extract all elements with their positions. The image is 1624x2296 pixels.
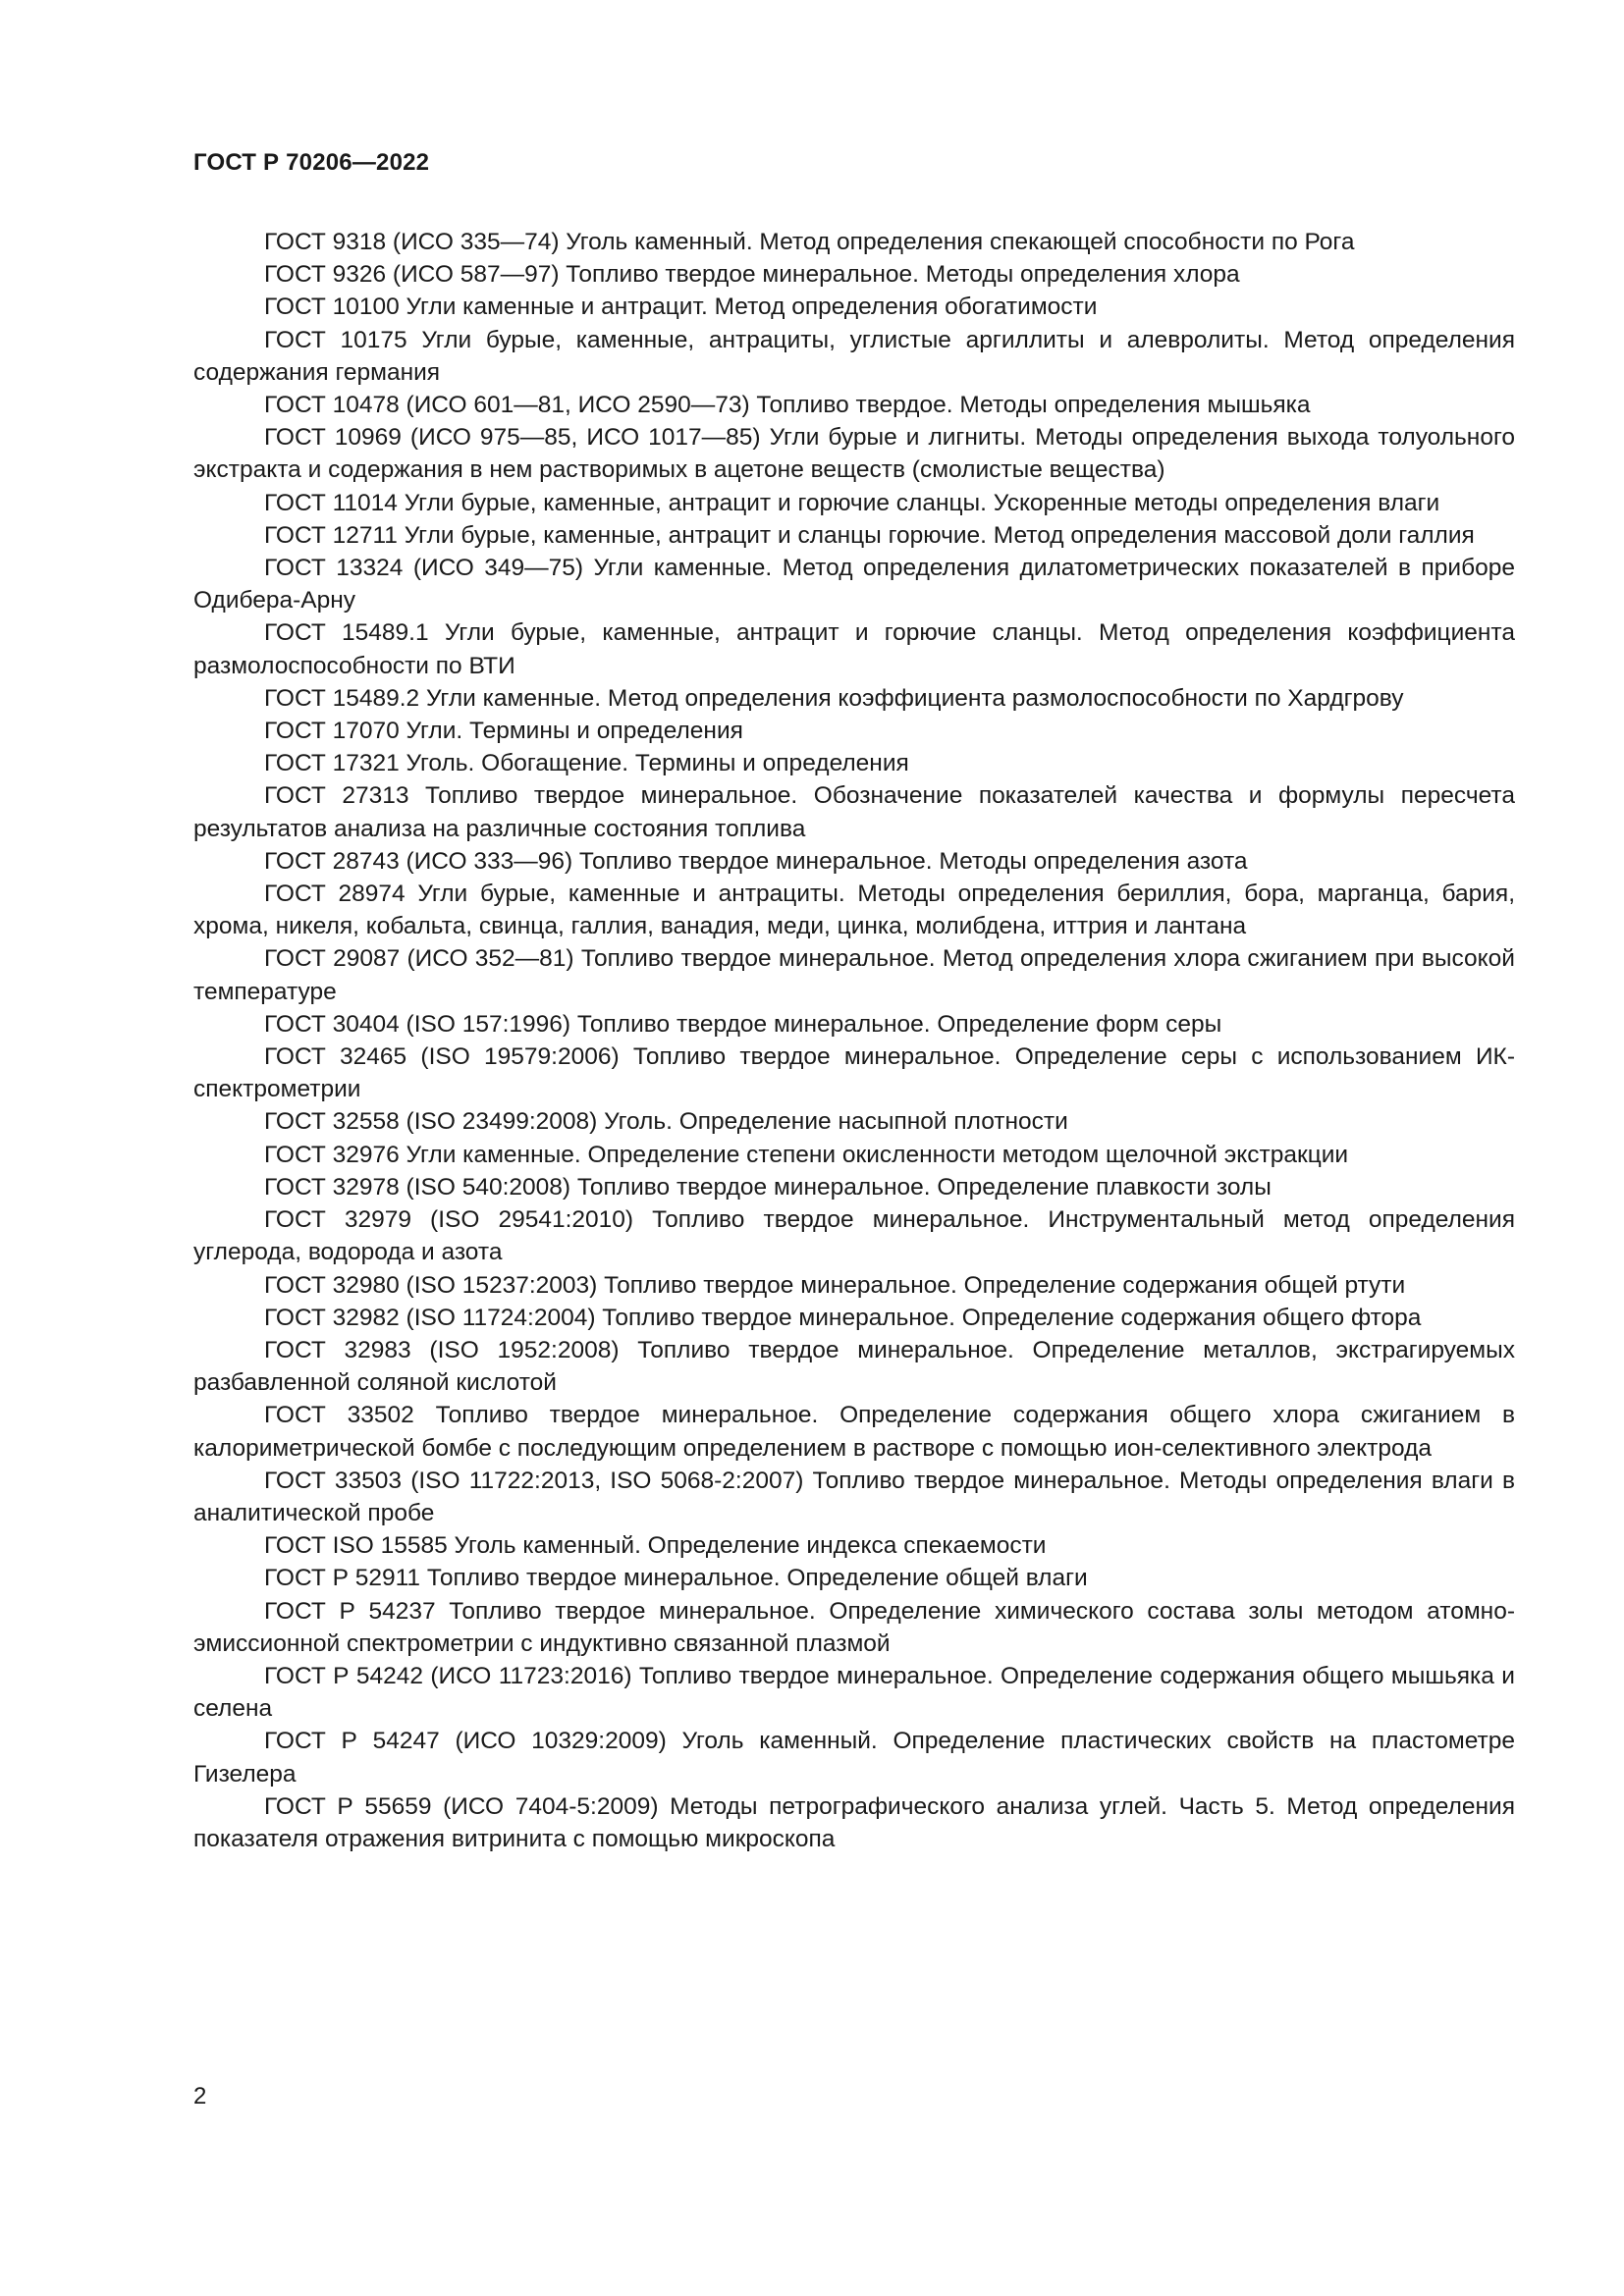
reference-item: ГОСТ 32558 (ISO 23499:2008) Уголь. Определение насыпной плотности	[264, 1108, 1068, 1136]
reference-item: ГОСТ 12711 Угли бурые, каменные, антрацит и сланцы горючие. Метод определения массовой доли галлия	[264, 521, 1475, 549]
reference-item: ГОСТ 10175 Угли бурые, каменные, антрациты, углистые аргиллиты и алевролиты. Метод определения содержания германия	[193, 326, 1515, 386]
reference-item: ГОСТ 17321 Уголь. Обогащение. Термины и определения	[264, 750, 909, 777]
normative-references-list	[193, 226, 1515, 1855]
reference-item: ГОСТ 32982 (ISO 11724:2004) Топливо твердое минеральное. Определение содержания общего фтора	[264, 1304, 1422, 1331]
reference-item: ГОСТ Р 55659 (ИСО 7404-5:2009) Методы петрографического анализа углей. Часть 5. Метод определения показателя отражения витринита с помощью микроскопа	[193, 1792, 1515, 1852]
reference-item: ГОСТ 32465 (ISO 19579:2006) Топливо твердое минеральное. Определение серы с использованием ИК-спектрометрии	[193, 1043, 1515, 1103]
reference-item: ГОСТ 17070 Угли. Термины и определения	[264, 718, 743, 745]
reference-item: ГОСТ 10100 Угли каменные и антрацит. Метод определения обогатимости	[264, 294, 1098, 321]
reference-item: ГОСТ 32976 Угли каменные. Определение степени окисленности методом щелочной экстракции	[264, 1141, 1349, 1168]
reference-item: ГОСТ Р 54247 (ИСО 10329:2009) Уголь каменный. Определение пластических свойств на пластометре Гизелера	[193, 1728, 1515, 1788]
reference-item: ГОСТ 32980 (ISO 15237:2003) Топливо твердое минеральное. Определение содержания общей ртути	[264, 1271, 1406, 1299]
reference-item: ГОСТ 32983 (ISO 1952:2008) Топливо твердое минеральное. Определение металлов, экстрагируемых разбавленной соляной кислотой	[193, 1336, 1515, 1397]
reference-item: ГОСТ 15489.1 Угли бурые, каменные, антрацит и горючие сланцы. Метод определения коэффициента размолоспособности по ВТИ	[193, 619, 1515, 679]
reference-item: ГОСТ 32979 (ISO 29541:2010) Топливо твердое минеральное. Инструментальный метод определения углерода, водорода и азота	[193, 1206, 1515, 1266]
reference-item: ГОСТ 27313 Топливо твердое минеральное. Обозначение показателей качества и формулы пересчета результатов анализа на различные состояния топлива	[193, 782, 1515, 842]
reference-item: ГОСТ 10969 (ИСО 975—85, ИСО 1017—85) Угли бурые и лигниты. Методы определения выхода толуольного экстракта и содержания в нем растворимых в ацетоне веществ (смолистые вещества)	[193, 424, 1515, 484]
reference-item: ГОСТ Р 54237 Топливо твердое минеральное. Определение химического состава золы методом атомно-эмиссионной спектрометрии с индуктивно связанной плазмой	[193, 1597, 1515, 1657]
reference-item: ГОСТ 32978 (ISO 540:2008) Топливо твердое минеральное. Определение плавкости золы	[264, 1173, 1272, 1201]
reference-item: ГОСТ 29087 (ИСО 352—81) Топливо твердое минеральное. Метод определения хлора сжиганием при высокой температуре	[193, 945, 1515, 1005]
reference-item: ГОСТ 11014 Угли бурые, каменные, антрацит и горючие сланцы. Ускоренные методы определения влаги	[264, 489, 1440, 516]
reference-item: ГОСТ 33503 (ISO 11722:2013, ISO 5068-2:2007) Топливо твердое минеральное. Методы определения влаги в аналитической пробе	[193, 1467, 1515, 1526]
reference-item: ГОСТ 28743 (ИСО 333—96) Топливо твердое минеральное. Методы определения азота	[264, 847, 1248, 875]
reference-item: ГОСТ Р 52911 Топливо твердое минеральное. Определение общей влаги	[264, 1565, 1088, 1592]
reference-item: ГОСТ 28974 Угли бурые, каменные и антрациты. Методы определения бериллия, бора, марганца, бария, хрома, никеля, кобальта, свинца, галлия, ванадия, меди, цинка, молибдена, иттрия и лантана	[193, 881, 1515, 940]
reference-item: ГОСТ 30404 (ISO 157:1996) Топливо твердое минеральное. Определение форм серы	[264, 1010, 1222, 1038]
document-header: ГОСТ Р 70206—2022	[193, 149, 430, 176]
reference-item: ГОСТ ISO 15585 Уголь каменный. Определение индекса спекаемости	[264, 1532, 1047, 1560]
reference-item: ГОСТ 10478 (ИСО 601—81, ИСО 2590—73) Топливо твердое. Методы определения мышьяка	[264, 392, 1311, 419]
reference-item: ГОСТ 9318 (ИСО 335—74) Уголь каменный. Метод определения спекающей способности по Рога	[264, 229, 1355, 255]
reference-item: ГОСТ 9326 (ИСО 587—97) Топливо твердое минеральное. Методы определения хлора	[264, 261, 1240, 289]
reference-item: ГОСТ Р 54242 (ИСО 11723:2016) Топливо твердое минеральное. Определение содержания общего мышьяка и селена	[193, 1662, 1515, 1723]
reference-item: ГОСТ 15489.2 Угли каменные. Метод определения коэффициента размолоспособности по Хардгрову	[264, 684, 1404, 712]
reference-item: ГОСТ 33502 Топливо твердое минеральное. Определение содержания общего хлора сжиганием в калориметрической бомбе с последующим определением в растворе с помощью ион-селективного электрода	[193, 1402, 1515, 1462]
reference-item: ГОСТ 13324 (ИСО 349—75) Угли каменные. Метод определения дилатометрических показателей в приборе Одибера-Арну	[193, 555, 1515, 614]
page-number: 2	[193, 2083, 207, 2109]
